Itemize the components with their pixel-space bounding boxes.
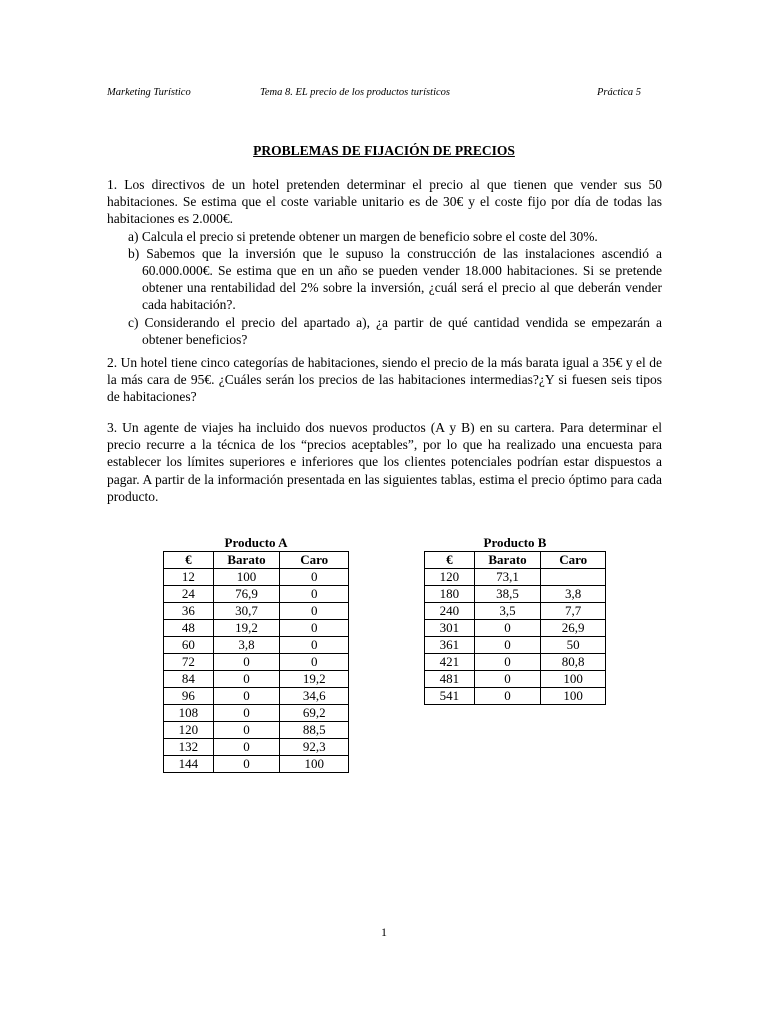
problem-1-item-a: a) Calcula el precio si pretende obtener un margen de beneficio sobre el coste del 30%. [128,228,598,244]
table-b-barato-cell: 38,5 [474,586,541,603]
table-b-price-cell: 541 [425,688,475,705]
table-b-caro-cell [541,569,606,586]
table-b-price-cell: 180 [425,586,475,603]
table-a-header-barato: Barato [213,552,280,569]
table-a-caro-cell: 19,2 [280,671,349,688]
problem-1-intro: 1. Los directivos de un hotel pretenden determinar el precio al que tienen que vender sus 50 habitaciones. Se estima que el coste variable unitario es de 30€ y el coste fijo por día de todas las habitaciones es 2.000€. [107,177,662,227]
table-a-price-cell: 96 [164,688,214,705]
table-b-caro-cell: 50 [541,637,606,654]
table-a-price-cell: 132 [164,739,214,756]
table-a-price-cell: 60 [164,637,214,654]
table-b-barato-cell: 0 [474,688,541,705]
problem-1-item-b: b) Sabemos que la inversión que le supuso la construcción de las instalaciones ascendió a 60.000.000€. Se estima que en un año se pueden vender 18.000 habitaciones. Si se pretende obtener una rentabilidad del 2% sobre la inversión, ¿cuál será el precio al que deberán vender cada habitación?. [128,245,662,313]
table-a-barato-cell: 0 [213,756,280,773]
table-a-price-cell: 72 [164,654,214,671]
table-a-caro-cell: 100 [280,756,349,773]
table-b-caro-cell: 3,8 [541,586,606,603]
table-a-caro-cell: 0 [280,569,349,586]
table-b-price-cell: 421 [425,654,475,671]
table-a-price-cell: 12 [164,569,214,586]
page-title: PROBLEMAS DE FIJACIÓN DE PRECIOS [253,143,515,158]
table-a-header-price: € [164,552,214,569]
page-header [107,86,641,100]
table-a-caro-cell: 0 [280,637,349,654]
table-b-caption: Producto B [483,535,547,550]
table-b-caro-cell: 100 [541,671,606,688]
table-b-row [425,586,606,603]
table-a-row [164,688,349,705]
table-b-barato-cell: 73,1 [474,569,541,586]
table-b-caro-cell: 100 [541,688,606,705]
table-b-barato-cell: 3,5 [474,603,541,620]
table-a-row [164,620,349,637]
table-a-price-cell: 24 [164,586,214,603]
table-a-grid [163,551,349,773]
table-a-barato-cell: 0 [213,688,280,705]
table-b-header-caro: Caro [541,552,606,569]
header-practice: Práctica 5 [596,87,641,98]
table-a-caro-cell: 0 [280,620,349,637]
table-b-grid [424,551,606,705]
header-course: Marketing Turístico [107,87,191,98]
table-a-barato-cell: 0 [213,739,280,756]
table-a-caro-cell: 34,6 [280,688,349,705]
table-b-caro-cell: 7,7 [541,603,606,620]
table-a-row [164,569,349,586]
table-a-barato-cell: 30,7 [213,603,280,620]
table-a-barato-cell: 3,8 [213,637,280,654]
table-a-row [164,586,349,603]
table-a-price-cell: 144 [164,756,214,773]
table-a-caro-cell: 92,3 [280,739,349,756]
table-b-caro-cell: 80,8 [541,654,606,671]
table-a-barato-cell: 0 [213,705,280,722]
table-b-price-cell: 481 [425,671,475,688]
table-a-row [164,654,349,671]
table-b-price-cell: 301 [425,620,475,637]
table-a-barato-cell: 100 [213,569,280,586]
table-a-caro-cell: 0 [280,654,349,671]
table-a-header-row [164,552,349,569]
table-b-header-price: € [425,552,475,569]
table-a-row [164,705,349,722]
table-producto-a [163,534,349,773]
problem-2-text: 2. Un hotel tiene cinco categorías de habitaciones, siendo el precio de la más barata igual a 35€ y el de la más cara de 95€. ¿Cuáles serán los precios de las habitaciones intermedias?¿Y si fuesen seis tipos de habitaciones? [107,355,662,405]
table-a-caro-cell: 69,2 [280,705,349,722]
table-b-caro-cell: 26,9 [541,620,606,637]
table-a-barato-cell: 0 [213,671,280,688]
table-a-barato-cell: 0 [213,654,280,671]
page-number: 1 [381,925,387,939]
problem-3 [107,419,662,505]
table-a-caro-cell: 0 [280,603,349,620]
table-b-barato-cell: 0 [474,671,541,688]
table-b-price-cell: 361 [425,637,475,654]
table-a-price-cell: 120 [164,722,214,739]
table-a-row [164,722,349,739]
table-b-row [425,603,606,620]
table-a-price-cell: 48 [164,620,214,637]
table-b-header-row [425,552,606,569]
table-b-row [425,654,606,671]
table-a-caro-cell: 0 [280,586,349,603]
table-a-barato-cell: 0 [213,722,280,739]
table-a-barato-cell: 76,9 [213,586,280,603]
problem-1 [107,176,662,348]
table-b-barato-cell: 0 [474,654,541,671]
table-a-price-cell: 36 [164,603,214,620]
table-b-row [425,688,606,705]
table-a-header-caro: Caro [280,552,349,569]
table-b-row [425,637,606,654]
table-b-barato-cell: 0 [474,620,541,637]
table-b-price-cell: 240 [425,603,475,620]
table-a-price-cell: 108 [164,705,214,722]
table-a-caption: Producto A [224,535,288,550]
table-a-price-cell: 84 [164,671,214,688]
table-a-caro-cell: 88,5 [280,722,349,739]
table-a-row [164,756,349,773]
problem-3-text: 3. Un agente de viajes ha incluido dos nuevos productos (A y B) en su cartera. Para determinar el precio recurre a la técnica de los “precios aceptables”, por lo que ha realizado una encuesta para establecer los límites superiores e inferiores que los clientes potenciales podrían estar dispuestos a pagar. A partir de la información presentada en las siguientes tablas, estima el precio óptimo para cada producto. [107,420,662,504]
table-producto-b [424,534,606,705]
table-b-row [425,620,606,637]
table-a-barato-cell: 19,2 [213,620,280,637]
table-b-header-barato: Barato [474,552,541,569]
table-a-row [164,603,349,620]
table-a-row [164,671,349,688]
table-b-row [425,569,606,586]
table-b-barato-cell: 0 [474,637,541,654]
table-b-price-cell: 120 [425,569,475,586]
table-a-row [164,637,349,654]
header-topic: Tema 8. EL precio de los productos turísticos [260,87,450,98]
table-a-row [164,739,349,756]
table-b-row [425,671,606,688]
problem-2 [107,354,662,406]
problem-1-item-c: c) Considerando el precio del apartado a), ¿a partir de qué cantidad vendida se empezarán a obtener beneficios? [128,314,662,347]
